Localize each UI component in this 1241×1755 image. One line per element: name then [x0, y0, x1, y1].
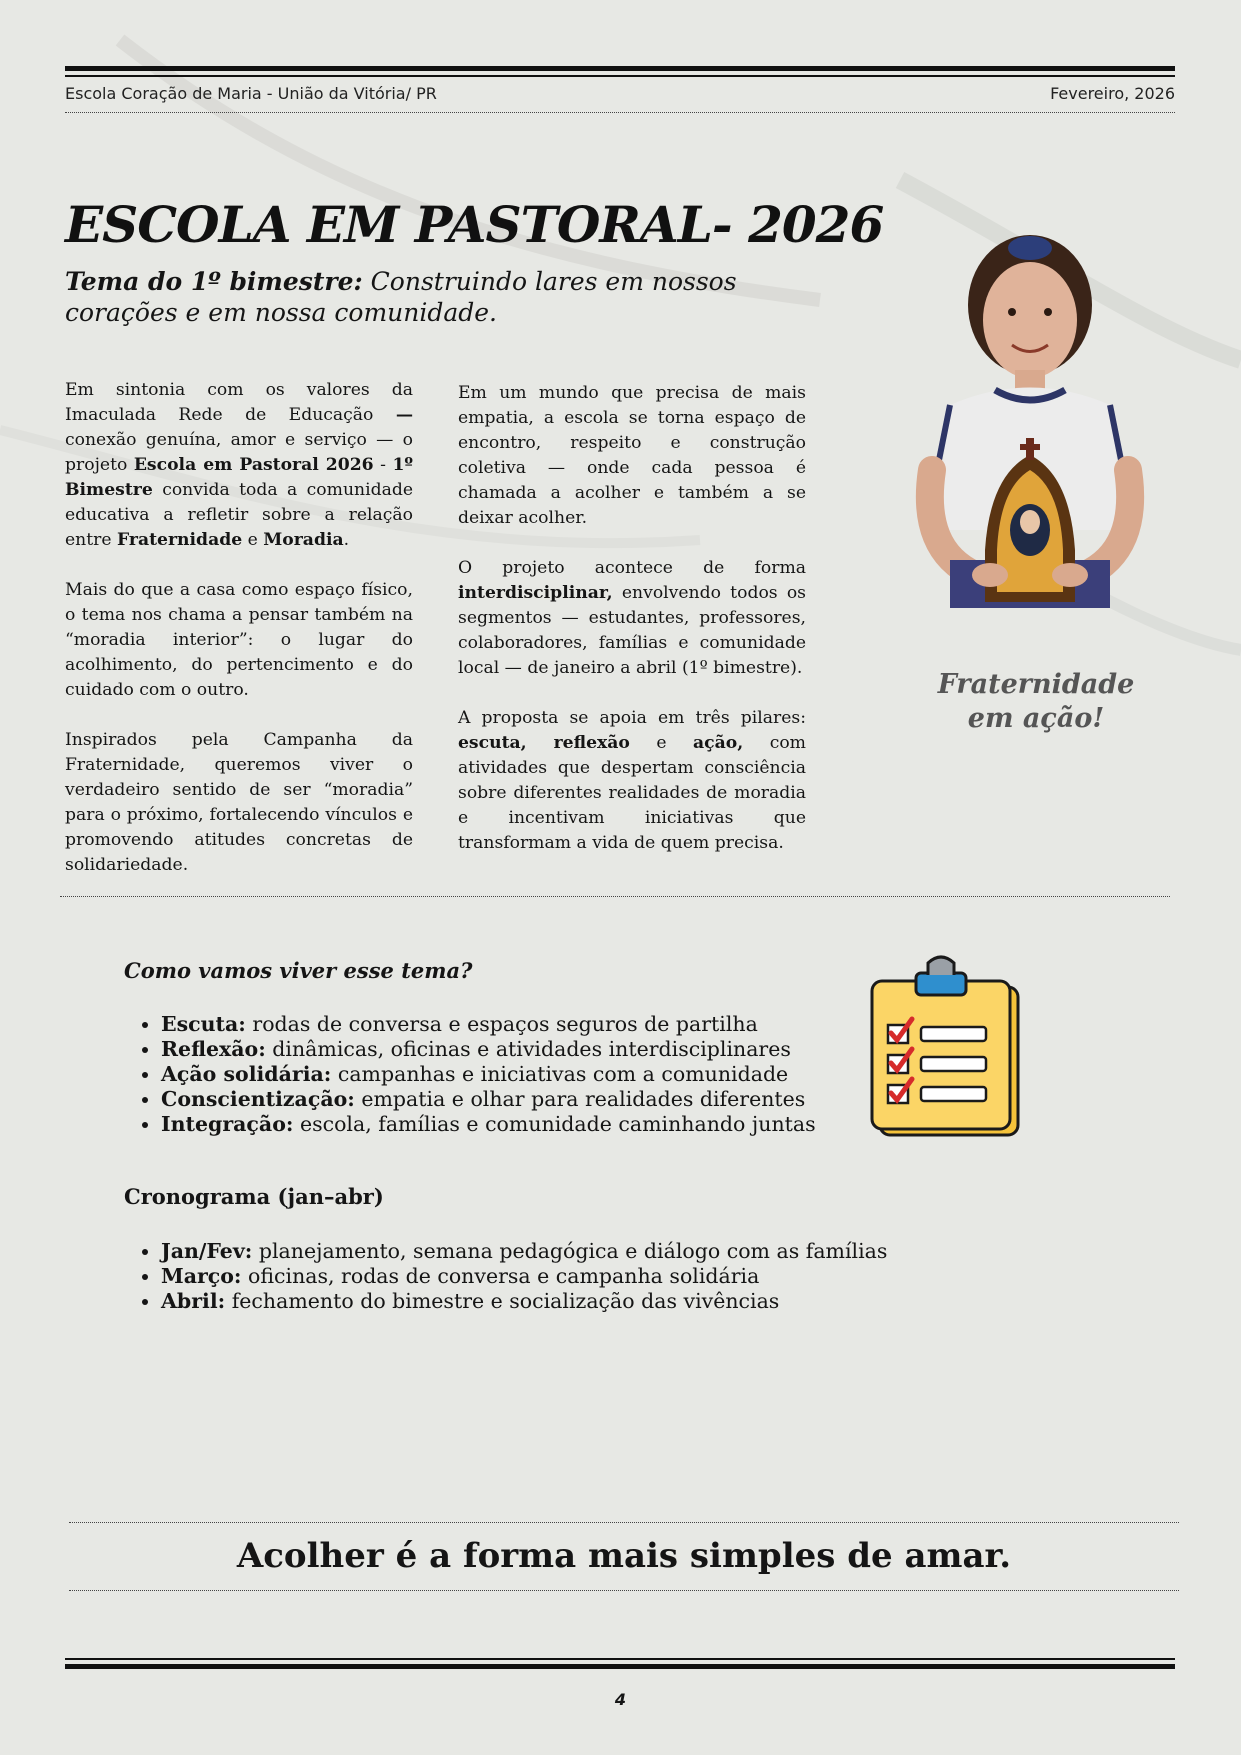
theme-subtitle: [65, 266, 805, 328]
closing-quote: Acolher é a forma mais simples de amar.: [236, 1536, 1012, 1576]
list-item: • Abril: fechamento do bimestre e socialização das vivências: [161, 1289, 887, 1314]
how-list: [124, 1012, 816, 1137]
col2-paragraph-1: Em um mundo que precisa de mais empatia, a escola se torna espaço de encontro, respeito e construção coletiva — onde cada pessoa é chamada a acolher e também a se deixar acolher.: [458, 383, 806, 528]
page-title: ESCOLA EM PASTORAL- 2026: [65, 195, 884, 254]
header-rule-thin: [65, 75, 1175, 77]
section-divider: [60, 896, 1170, 897]
page-number: 4: [614, 1690, 627, 1709]
col1-paragraph-3: Inspirados pela Campanha da Fraternidade, queremos viver o verdadeiro sentido de ser “moradia” para o próximo, fortalecendo vínculos e promovendo atitudes concretas de solidariedade.: [65, 730, 413, 875]
col2-paragraph-3: A proposta se apoia em três pilares: escuta, reflexão e ação, com atividades que despertam consciência sobre diferentes realidades de moradia e incentivam iniciativas que transformam a vida de quem precisa.: [458, 708, 806, 853]
list-item: • Integração: escola, famílias e comunidade caminhando juntas: [161, 1112, 816, 1137]
clipboard-checklist-icon: [866, 955, 1026, 1145]
theme-label: Tema do 1º bimestre:: [65, 267, 363, 296]
list-item: • Conscientização: empatia e olhar para realidades diferentes: [161, 1087, 816, 1112]
article-column-1: [65, 378, 413, 903]
col1-paragraph-1: Em sintonia com os valores da Imaculada Rede de Educação — conexão genuína, amor e serviço — o projeto Escola em Pastoral 2026 - 1º Bimestre convida toda a comunidade educativa a refletir sobre a relação entre Fraternidade e Moradia.: [65, 380, 413, 550]
list-item: • Reflexão: dinâmicas, oficinas e atividades interdisciplinares: [161, 1037, 816, 1062]
article-column-2: [458, 381, 806, 881]
col1-paragraph-2: Mais do que a casa como espaço físico, o tema nos chama a pensar também na “moradia interior”: o lugar do acolhimento, do pertencimento e do cuidado com o outro.: [65, 580, 413, 700]
quote-top-divider: [69, 1522, 1179, 1523]
theme-text: Construindo lares em nossos corações e em nossa comunidade.: [65, 267, 737, 327]
list-item: • Jan/Fev: planejamento, semana pedagógica e diálogo com as famílias: [161, 1239, 887, 1264]
header-rule-thick: [65, 66, 1175, 71]
header-divider: [65, 112, 1175, 113]
list-item: • Escuta: rodas de conversa e espaços seguros de partilha: [161, 1012, 816, 1037]
issue-date: Fevereiro, 2026: [1050, 84, 1175, 103]
student-photo: [880, 230, 1180, 630]
student-illustration: [880, 230, 1180, 630]
footer-rule-thin: [65, 1658, 1175, 1660]
photo-caption: Fraternidade em ação!: [937, 669, 1135, 734]
list-item: • Ação solidária: campanhas e iniciativas com a comunidade: [161, 1062, 816, 1087]
quote-bottom-divider: [69, 1590, 1179, 1591]
col2-paragraph-2: O projeto acontece de forma interdisciplinar, envolvendo todos os segmentos — estudantes, professores, colaboradores, famílias e comunidade local — de janeiro a abril (1º bimestre).: [458, 558, 806, 678]
list-item: • Março: oficinas, rodas de conversa e campanha solidária: [161, 1264, 887, 1289]
school-name: Escola Coração de Maria - União da Vitória/ PR: [65, 84, 437, 103]
schedule-list: [124, 1239, 887, 1314]
how-heading: Como vamos viver esse tema?: [124, 958, 473, 983]
footer-rule-thick: [65, 1664, 1175, 1669]
schedule-heading: Cronograma (jan–abr): [124, 1184, 384, 1209]
